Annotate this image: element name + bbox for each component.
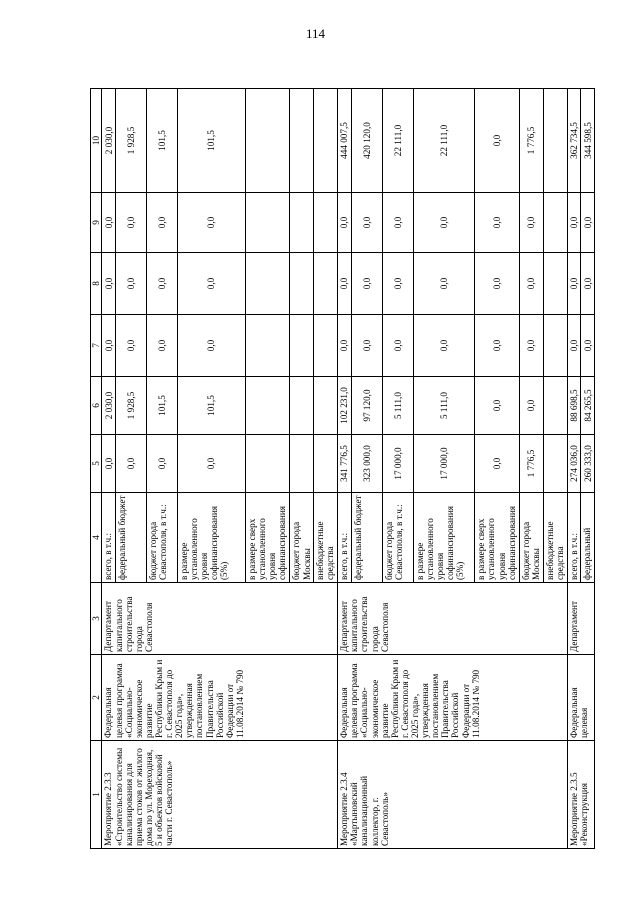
measure-name-cell: Мероприятие 2.3.3 «Строительство системы канализирования для приема стоков от жилого дома по ул. Мореходная, 5 и объектов войсковой части г. Севастополь» — [102, 741, 338, 849]
table-row — [338, 89, 352, 849]
value-cell: 2 030,0 — [102, 89, 116, 193]
value-cell: 0,0 — [177, 435, 245, 493]
value-cell — [290, 315, 314, 377]
value-cell: 0,0 — [351, 315, 382, 377]
value-cell: 0,0 — [177, 315, 245, 377]
value-cell — [245, 253, 290, 315]
value-cell — [314, 377, 338, 435]
header-cell: 10 — [91, 89, 102, 193]
header-cell: 9 — [91, 193, 102, 253]
value-cell — [543, 315, 567, 377]
funding-source-cell: бюджет города Севастополя, в т.ч.: — [382, 493, 413, 583]
value-cell: 444 007,5 — [338, 89, 352, 193]
value-cell: 0,0 — [338, 315, 352, 377]
value-cell: 274 036,0 — [567, 435, 581, 493]
funding-source-cell: бюджет города Москвы — [520, 493, 544, 583]
header-cell: 6 — [91, 377, 102, 435]
value-cell: 0,0 — [520, 315, 544, 377]
value-cell: 0,0 — [351, 253, 382, 315]
executor-cell: Департамент капитального строительства города Севастополя — [102, 583, 338, 655]
header-cell: 2 — [91, 655, 102, 741]
value-cell — [314, 253, 338, 315]
funding-source-cell: федеральный бюджет — [115, 493, 146, 583]
value-cell: 0,0 — [115, 435, 146, 493]
header-cell: 5 — [91, 435, 102, 493]
value-cell — [245, 193, 290, 253]
value-cell: 97 120,0 — [351, 377, 382, 435]
value-cell: 0,0 — [146, 435, 177, 493]
value-cell: 101,5 — [146, 377, 177, 435]
value-cell: 420 120,0 — [351, 89, 382, 193]
funding-source-cell: бюджет города Севастополя, в т.ч.: — [146, 493, 177, 583]
value-cell: 0,0 — [475, 315, 520, 377]
value-cell: 1 776,5 — [520, 435, 544, 493]
value-cell: 0,0 — [338, 193, 352, 253]
value-cell — [245, 315, 290, 377]
funding-source-cell: бюджет города Москвы — [290, 493, 314, 583]
measure-name-cell: Мероприятие 2.3.5 «Реконструкция — [567, 741, 594, 849]
value-cell: 1 928,5 — [115, 89, 146, 193]
value-cell: 0,0 — [146, 253, 177, 315]
rotated-table-container — [90, 89, 595, 849]
funding-source-cell: федеральный бюджет — [351, 493, 382, 583]
value-cell: 344 598,5 — [581, 89, 595, 193]
value-cell: 0,0 — [475, 89, 520, 193]
value-cell: 0,0 — [475, 193, 520, 253]
funding-source-cell: в размере установленного уровня софинансирования (5%) — [413, 493, 475, 583]
value-cell: 341 776,5 — [338, 435, 352, 493]
funding-source-cell: всего, в т.ч.: — [338, 493, 352, 583]
value-cell: 0,0 — [351, 193, 382, 253]
value-cell — [245, 89, 290, 193]
value-cell: 17 000,0 — [382, 435, 413, 493]
value-cell: 0,0 — [382, 253, 413, 315]
value-cell — [245, 435, 290, 493]
funding-source-cell: в размере установленного уровня софинансирования (5%) — [177, 493, 245, 583]
header-cell: 1 — [91, 741, 102, 849]
value-cell — [290, 193, 314, 253]
value-cell — [314, 315, 338, 377]
value-cell: 88 698,5 — [567, 377, 581, 435]
value-cell — [314, 435, 338, 493]
value-cell: 0,0 — [413, 253, 475, 315]
value-cell — [290, 89, 314, 193]
value-cell: 0,0 — [475, 435, 520, 493]
value-cell: 0,0 — [115, 193, 146, 253]
value-cell: 0,0 — [102, 435, 116, 493]
value-cell: 1 928,5 — [115, 377, 146, 435]
funding-source-cell: внебюджетные средства — [543, 493, 567, 583]
funding-source-cell: федеральный — [581, 493, 595, 583]
funding-table — [90, 88, 595, 849]
funding-source-cell: внебюджетные средства — [314, 493, 338, 583]
header-cell: 3 — [91, 583, 102, 655]
funding-source-cell: всего, в т.ч.: — [102, 493, 116, 583]
value-cell — [543, 193, 567, 253]
value-cell: 84 265,5 — [581, 377, 595, 435]
value-cell — [245, 377, 290, 435]
header-cell: 8 — [91, 253, 102, 315]
value-cell: 2 030,0 — [102, 377, 116, 435]
value-cell: 102 231,0 — [338, 377, 352, 435]
value-cell: 22 111,0 — [382, 89, 413, 193]
value-cell: 0,0 — [581, 193, 595, 253]
value-cell: 0,0 — [115, 253, 146, 315]
value-cell: 0,0 — [475, 377, 520, 435]
value-cell: 0,0 — [413, 315, 475, 377]
value-cell: 0,0 — [567, 253, 581, 315]
value-cell: 0,0 — [102, 253, 116, 315]
value-cell: 0,0 — [520, 193, 544, 253]
value-cell: 260 333,0 — [581, 435, 595, 493]
value-cell: 0,0 — [177, 193, 245, 253]
value-cell: 0,0 — [338, 253, 352, 315]
value-cell: 0,0 — [146, 315, 177, 377]
value-cell: 0,0 — [177, 253, 245, 315]
page-number: 114 — [305, 26, 326, 41]
program-cell: Федеральная целевая программа «Социально-экономическое развитие Республики Крым и г. Севастополя до 2025 года», утвержденная постановлением Правительства Российской Федерации от 11.08.2014 № 790 — [102, 655, 338, 741]
value-cell: 0,0 — [520, 253, 544, 315]
value-cell: 0,0 — [567, 193, 581, 253]
value-cell: 0,0 — [581, 253, 595, 315]
program-cell: Федеральная целевая — [567, 655, 594, 741]
value-cell — [543, 435, 567, 493]
value-cell: 22 111,0 — [413, 89, 475, 193]
value-cell — [543, 253, 567, 315]
value-cell — [290, 253, 314, 315]
value-cell: 0,0 — [382, 193, 413, 253]
value-cell: 5 111,0 — [413, 377, 475, 435]
value-cell: 17 000,0 — [413, 435, 475, 493]
header-cell: 4 — [91, 493, 102, 583]
value-cell — [290, 435, 314, 493]
value-cell — [290, 377, 314, 435]
value-cell: 0,0 — [115, 315, 146, 377]
value-cell — [543, 377, 567, 435]
value-cell: 101,5 — [177, 377, 245, 435]
value-cell: 101,5 — [146, 89, 177, 193]
executor-cell: Департамент — [567, 583, 594, 655]
value-cell: 362 734,5 — [567, 89, 581, 193]
value-cell: 0,0 — [146, 193, 177, 253]
value-cell — [314, 193, 338, 253]
executor-cell: Департамент капитального строительства города Севастополя — [338, 583, 568, 655]
value-cell: 0,0 — [475, 253, 520, 315]
funding-source-cell: всего, в т.ч.: — [567, 493, 581, 583]
value-cell — [543, 89, 567, 193]
funding-source-cell: в размере сверх установленного уровня софинансирования — [245, 493, 290, 583]
value-cell: 0,0 — [382, 315, 413, 377]
value-cell: 323 000,0 — [351, 435, 382, 493]
value-cell: 101,5 — [177, 89, 245, 193]
header-cell: 7 — [91, 315, 102, 377]
value-cell: 0,0 — [581, 315, 595, 377]
value-cell — [314, 89, 338, 193]
value-cell: 5 111,0 — [382, 377, 413, 435]
value-cell: 1 776,5 — [520, 89, 544, 193]
program-cell: Федеральная целевая программа «Социально-экономическое развитие Республики Крым и г. Севастополя до 2025 года», утвержденная постановлением Правительства Российской Федерации от 11.08.2014 № 790 — [338, 655, 568, 741]
measure-name-cell: Мероприятие 2.3.4 «Мартыновский канализационный коллектор, г. Севастополь» — [338, 741, 568, 849]
value-cell: 0,0 — [102, 193, 116, 253]
table-row — [102, 89, 116, 849]
table-row — [567, 89, 581, 849]
funding-source-cell: в размере сверх установленного уровня софинансирования — [475, 493, 520, 583]
value-cell: 0,0 — [567, 315, 581, 377]
value-cell: 0,0 — [102, 315, 116, 377]
header-row — [91, 89, 102, 849]
value-cell: 0,0 — [413, 193, 475, 253]
value-cell: 0,0 — [520, 377, 544, 435]
